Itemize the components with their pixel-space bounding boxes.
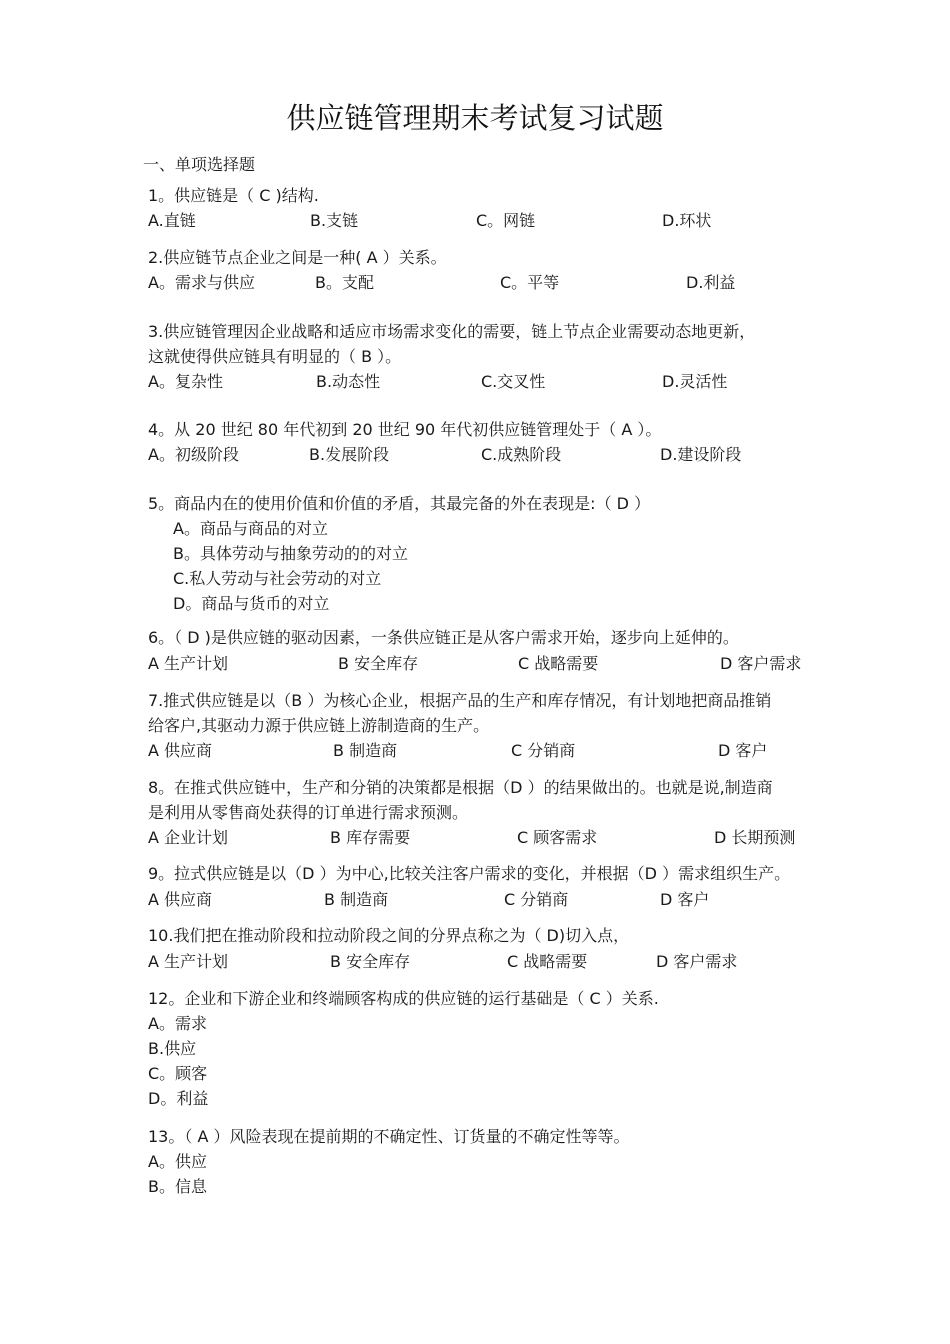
question-5-option-c: C.私人劳动与社会劳动的对立 [173,569,382,588]
question-3-option-a: A。复杂性 [148,372,223,391]
question-3-option-d: D.灵活性 [662,372,728,391]
question-12-stem: 12。企业和下游企业和终端顾客构成的供应链的运行基础是（ C ）关系. [148,989,659,1008]
question-7-stem-line-2: 给客户,其驱动力源于供应链上游制造商的生产。 [148,716,490,735]
question-6-option-b: B 安全库存 [338,654,419,673]
question-13-option-b: B。信息 [148,1177,207,1196]
question-1-option-c: C。网链 [476,211,536,230]
question-2-option-a: A。需求与供应 [148,273,255,292]
question-10-option-a: A 生产计划 [148,952,229,971]
question-8-option-b: B 库存需要 [330,828,411,847]
question-6-stem: 6。（ D )是供应链的驱动因素，一条供应链正是从客户需求开始，逐步向上延伸的。 [148,628,739,647]
question-3-option-b: B.动态性 [316,372,381,391]
question-1-option-d: D.环状 [662,211,712,230]
question-6-option-a: A 生产计划 [148,654,229,673]
question-8-option-c: C 顾客需求 [517,828,598,847]
question-4-option-b: B.发展阶段 [309,445,390,464]
question-3-stem-line-2: 这就使得供应链具有明显的（ B ）。 [148,347,402,366]
question-6-option-c: C 战略需要 [518,654,599,673]
question-1-option-a: A.直链 [148,211,196,230]
question-4-option-d: D.建设阶段 [660,445,742,464]
question-9-option-d: D 客户 [660,890,710,909]
question-5-stem: 5。商品内在的使用价值和价值的矛盾，其最完备的外在表现是:（ D ） [148,494,651,513]
question-10-option-c: C 战略需要 [507,952,588,971]
question-6-option-d: D 客户需求 [720,654,802,673]
question-2-option-d: D.利益 [686,273,736,292]
question-7-option-a: A 供应商 [148,741,213,760]
question-2-stem: 2.供应链节点企业之间是一种( A ）关系。 [148,248,447,267]
question-8-option-d: D 长期预测 [714,828,796,847]
section-heading: 一、单项选择题 [143,155,256,174]
question-2-option-b: B。支配 [315,273,374,292]
question-10-option-d: D 客户需求 [656,952,738,971]
question-12-option-c: C。顾客 [148,1064,208,1083]
question-5-option-a: A。商品与商品的对立 [173,519,328,538]
question-1-option-b: B.支链 [310,211,359,230]
question-7-option-d: D 客户 [718,741,768,760]
question-12-option-d: D。利益 [148,1089,209,1108]
question-9-option-a: A 供应商 [148,890,213,909]
question-9-option-c: C 分销商 [504,890,569,909]
question-9-option-b: B 制造商 [324,890,389,909]
question-4-option-c: C.成熟阶段 [481,445,562,464]
question-1-stem: 1。供应链是（ C )结构. [148,186,319,205]
question-2-option-c: C。平等 [500,273,560,292]
question-12-option-b: B.供应 [148,1039,197,1058]
document-title: 供应链管理期末考试复习试题 [286,101,664,135]
question-8-option-a: A 企业计划 [148,828,229,847]
question-8-stem-line-1: 8。在推式供应链中，生产和分销的决策都是根据（D ）的结果做出的。也就是说,制造商 [148,778,773,797]
question-3-option-c: C.交叉性 [481,372,546,391]
question-5-option-b: B。具体劳动与抽象劳动的的对立 [173,544,408,563]
question-13-stem: 13。（ A ）风险表现在提前期的不确定性、订货量的不确定性等等。 [148,1127,630,1146]
question-9-stem: 9。拉式供应链是以（D ）为中心,比较关注客户需求的变化，并根据（D ）需求组织生产。 [148,864,791,883]
question-4-stem: 4。从 20 世纪 80 年代初到 20 世纪 90 年代初供应链管理处于（ A ）。 [148,420,662,439]
question-8-stem-line-2: 是利用从零售商处获得的订单进行需求预测。 [148,803,469,822]
question-10-stem: 10.我们把在推动阶段和拉动阶段之间的分界点称之为（ D)切入点， [148,926,630,945]
question-5-option-d: D。商品与货币的对立 [173,594,330,613]
question-7-stem-line-1: 7.推式供应链是以（B ）为核心企业，根据产品的生产和库存情况，有计划地把商品推销 [148,691,772,710]
question-7-option-c: C 分销商 [511,741,576,760]
question-10-option-b: B 安全库存 [330,952,411,971]
question-3-stem-line-1: 3.供应链管理因企业战略和适应市场需求变化的需要，链上节点企业需要动态地更新， [148,322,756,341]
question-12-option-a: A。需求 [148,1014,207,1033]
question-7-option-b: B 制造商 [333,741,398,760]
question-4-option-a: A。初级阶段 [148,445,239,464]
question-13-option-a: A。供应 [148,1152,207,1171]
